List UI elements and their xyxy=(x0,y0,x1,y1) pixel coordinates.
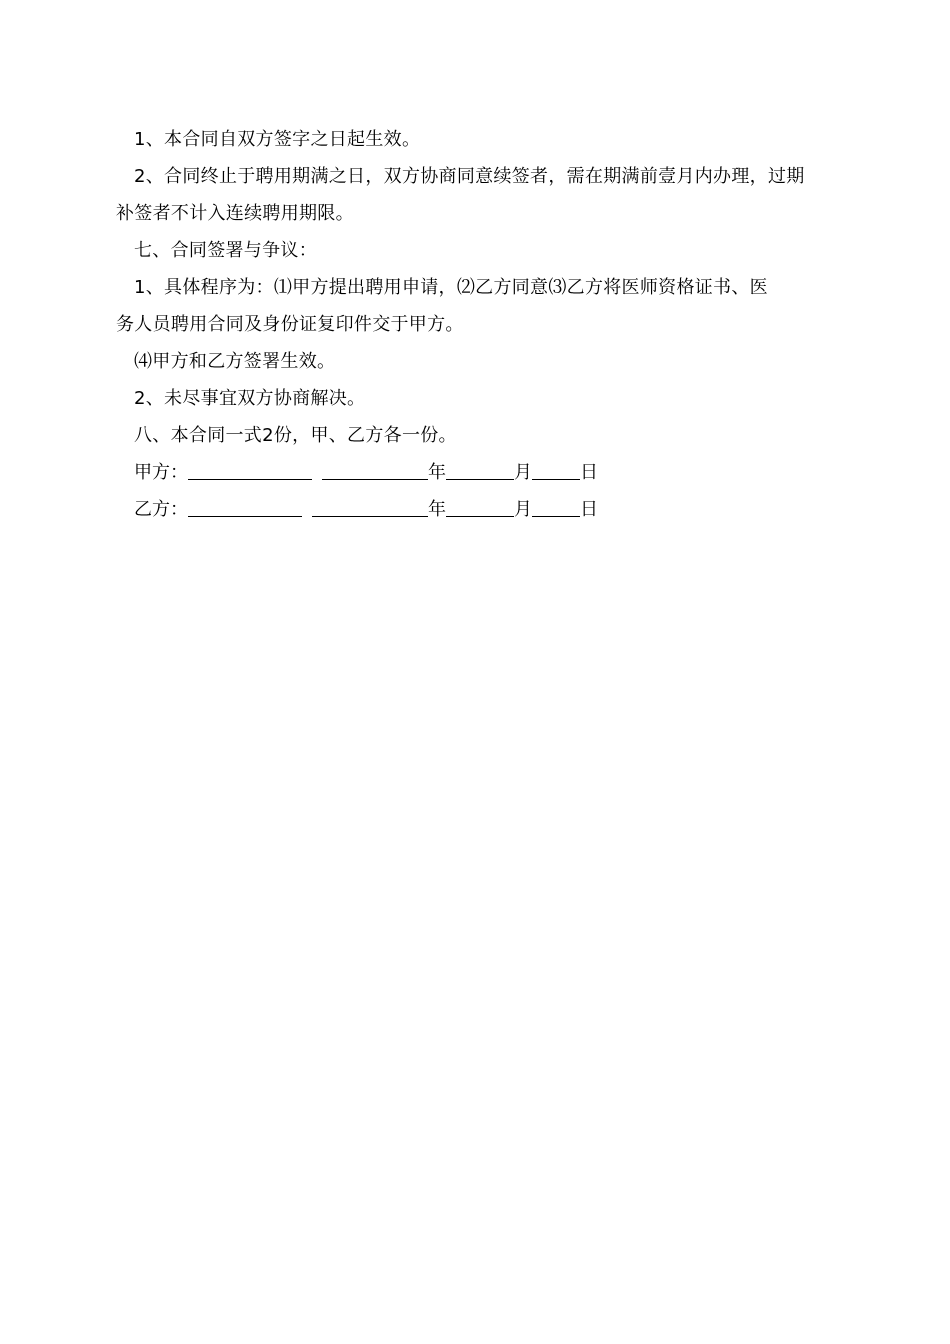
clause-termination: 2、合同终止于聘用期满之日，双方协商同意续签者，需在期满前壹月内办理，过期 xyxy=(134,166,805,187)
section-seven-heading: 七、合同签署与争议： xyxy=(134,240,317,261)
clause-procedure-step4: ⑷甲方和乙方签署生效。 xyxy=(134,351,336,372)
clause-effective: 1、本合同自双方签字之日起生效。 xyxy=(134,129,421,150)
party-a-day-blank[interactable] xyxy=(532,461,580,480)
party-b-month-blank[interactable] xyxy=(446,498,514,517)
clause-procedure-continued: 务人员聘用合同及身份证复印件交于甲方。 xyxy=(116,314,464,335)
party-a-year-blank[interactable] xyxy=(322,461,428,480)
clause-termination-continued: 补签者不计入连续聘用期限。 xyxy=(116,203,354,224)
contract-body xyxy=(116,121,836,528)
signature-line-party-a xyxy=(116,454,836,491)
party-a-month-label: 月 xyxy=(514,462,532,483)
clause-unresolved-matters: 2、未尽事宜双方协商解决。 xyxy=(134,388,366,409)
party-b-label: 乙方： xyxy=(134,499,188,520)
party-a-signature-blank[interactable] xyxy=(188,461,312,480)
party-a-day-label: 日 xyxy=(580,462,598,483)
party-b-day-blank[interactable] xyxy=(532,498,580,517)
clause-procedure: 1、具体程序为：⑴甲方提出聘用申请，⑵乙方同意⑶乙方将医师资格证书、医 xyxy=(134,277,768,298)
party-b-signature-blank[interactable] xyxy=(188,498,302,517)
party-b-month-label: 月 xyxy=(514,499,532,520)
party-b-year-label: 年 xyxy=(428,499,446,520)
party-b-day-label: 日 xyxy=(580,499,598,520)
party-b-year-blank[interactable] xyxy=(312,498,428,517)
section-eight-copies: 八、本合同一式2份，甲、乙方各一份。 xyxy=(134,425,457,446)
party-a-year-label: 年 xyxy=(428,462,446,483)
signature-line-party-b xyxy=(116,491,836,528)
party-a-label: 甲方： xyxy=(134,462,188,483)
party-a-month-blank[interactable] xyxy=(446,461,514,480)
